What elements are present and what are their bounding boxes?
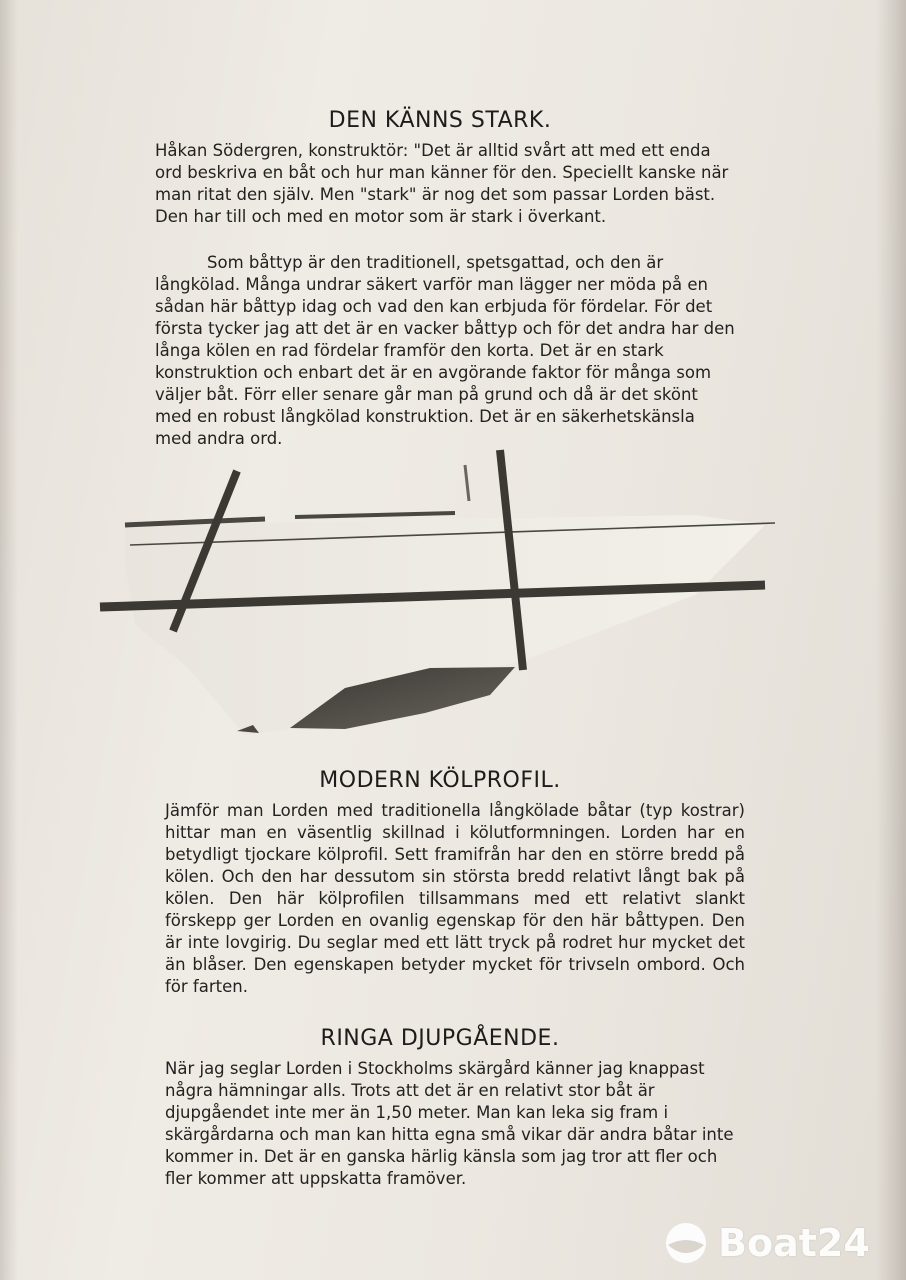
section-paragraph: Som båttyp är den traditionell, spetsgattad, och den är långkölad. Många undrar säkert varför man lägger ner möda på en sådan här båttyp idag och vad den kan erbjuda för fördelar. För det första tycker jag att det är en vacker båttyp och för det andra har den långa kölen en rad fördelar framför den korta. Det är en stark konstruktion och enbart det är en avgörande faktor för många som väljer båt. Förr eller senare går man på grund och då är det skönt med en robust långkölad konstruktion. Det är en säkerhetskänsla med andra ord. bbox=[155, 253, 735, 448]
hull-keel-profile-drawing bbox=[95, 445, 835, 745]
section-paragraph: Håkan Södergren, konstruktör: "Det är alltid svårt att med ett enda ord beskriva en båt och hur man känner för den. Speciellt kanske när man ritat den själv. Men "stark" är nog det som passar Lorden bäst. Den har till och med en motor som är stark i överkant. bbox=[155, 141, 729, 226]
section-title-ringa-djupgaende: RINGA DJUPGÅENDE. bbox=[320, 1026, 560, 1051]
boat24-watermark bbox=[664, 1218, 870, 1268]
paper-fold-shadow-right bbox=[876, 0, 906, 1280]
section-paragraph: När jag seglar Lorden i Stockholms skärgård känner jag knappast några hämningar alls. Trots att det är en relativt stor båt är djupgåendet inte mer än 1,50 meter. Man kan leka sig fram i skärgårdarna och man kan hitta egna små vikar där andra båtar inte kommer in. Det är en ganska härlig känsla som jag tror att fler och fler kommer att uppskatta framöver. bbox=[165, 1059, 734, 1188]
section-title-modern-kolprofil: MODERN KÖLPROFIL. bbox=[319, 768, 561, 793]
paper-fold-shadow-left bbox=[0, 0, 18, 1280]
boat24-logo-icon bbox=[664, 1221, 708, 1265]
watermark-text: Boat24 bbox=[718, 1221, 870, 1265]
mast-mark bbox=[465, 465, 469, 501]
section-title-den-kanns-stark: DEN KÄNNS STARK. bbox=[328, 108, 552, 133]
section-paragraph: Jämför man Lorden med traditionella långkölade båtar (typ kostrar) hittar man en väsentlig skillnad i kölutformningen. Lorden har en betydligt tjockare kölprofil. Sett framifrån har den en större bredd på kölen. Och den har dessutom sin största bredd relativt långt bak på kölen. Den här kölprofilen tillsammans med ett relativt slankt förskepp ger Lorden en ovanlig egenskap för den här båttypen. Den är inte lovgirig. Du seglar med ett lätt tryck på rodret hur mycket det än blåser. Den egenskapen betyder mycket för trivseln ombord. Och för farten. bbox=[165, 801, 745, 996]
deck-line bbox=[295, 513, 455, 517]
